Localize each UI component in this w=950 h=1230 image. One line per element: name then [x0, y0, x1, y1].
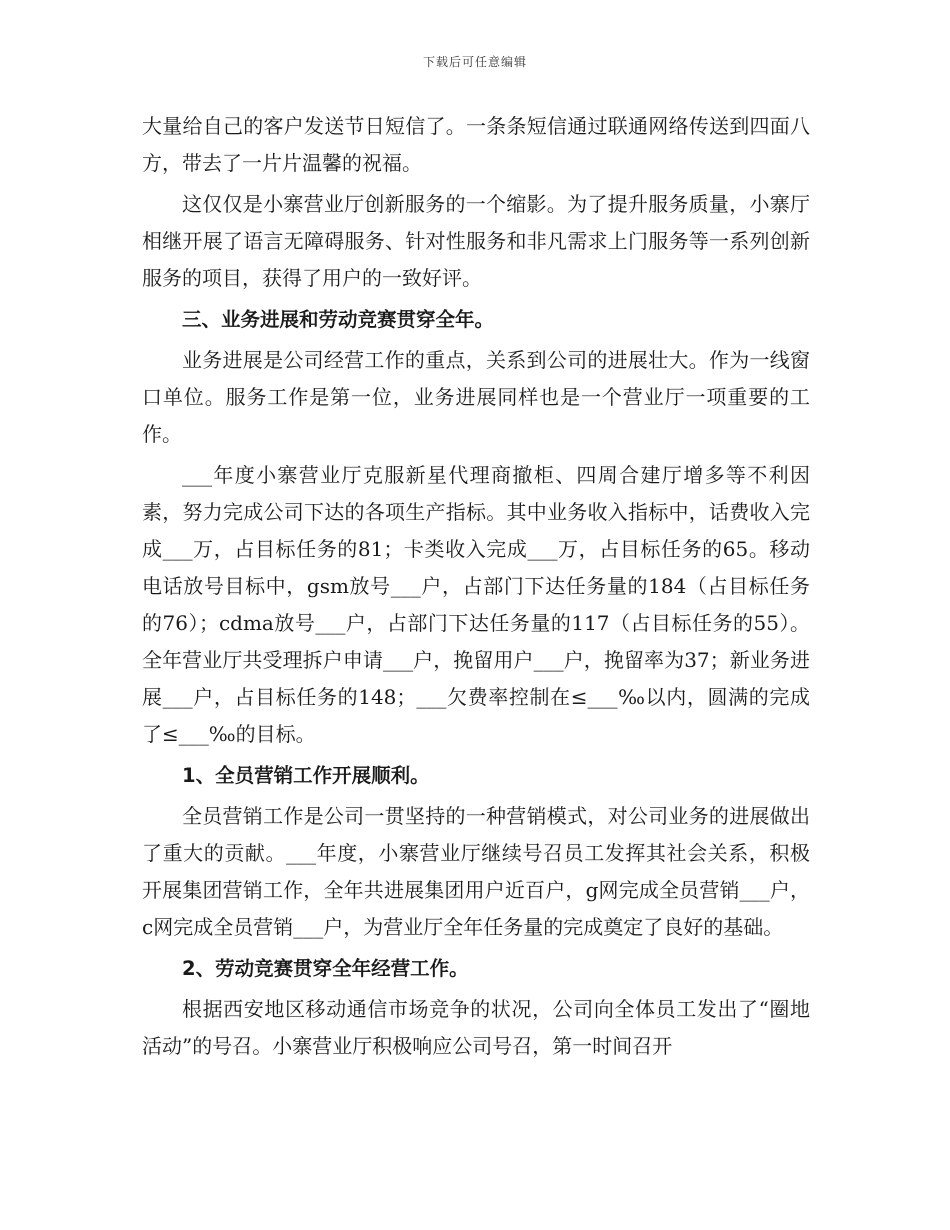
subheading-1: 1、全员营销工作开展顺利。 [182, 764, 430, 787]
paragraph-1: 大量给自己的客户发送节日短信了。一条条短信通过联通网络传送到四面八方，带去了一片片温馨的祝福。 [142, 114, 810, 175]
paragraph-4: 业务进展是公司经营工作的重点，关系到公司的进展壮大。作为一线窗口单位。服务工作是第一位，业务进展同样也是一个营业厅一项重要的工作。 [142, 348, 810, 446]
section-heading-3: 三、业务进展和劳动竞赛贯穿全年。 [182, 308, 495, 331]
paragraph-6: 全员营销工作是公司一贯坚持的一种营销模式，对公司业务的进展做出了重大的贡献。___年度，小寨营业厅继续号召员工发挥其社会关系，积极开展集团营销工作，全年共进展集团用户近百户，g网完成全员营销___户，c网完成全员营销___户，为营业厅全年任务量的完成奠定了良好的基础。 [142, 804, 810, 939]
subheading-2: 2、劳动竞赛贯穿全年经营工作。 [182, 957, 469, 980]
paragraph-7: 根据西安地区移动通信市场竞争的状况，公司向全体员工发出了“圈地活动”的号召。小寨营业厅积极响应公司号召，第一时间召开 [142, 997, 810, 1058]
paragraph-5: ___年度小寨营业厅克服新星代理商撤柜、四周合建厅增多等不利因素，努力完成公司下达的各项生产指标。其中业务收入指标中，话费收入完成___万，占目标任务的81；卡类收入完成___万，占目标任务的65。移动电话放号目标中，gsm放号___户，占部门下达任务量的184（占目标任务的76）；cdma放号___户，占部门下达任务量的117（占目标任务的55）。全年营业厅共受理拆户申请___户，挽留用户___户，挽留率为37；新业务进展___户，占目标任务的148；___欠费率控制在≤___‰以内，圆满的完成了≤___‰的目标。 [142, 463, 810, 746]
paragraph-2: 这仅仅是小寨营业厅创新服务的一个缩影。为了提升服务质量，小寨厅相继开展了语言无障碍服务、针对性服务和非凡需求上门服务等一系列创新服务的项目，获得了用户的一致好评。 [142, 192, 810, 290]
page-header: 下载后可任意编辑 [422, 55, 527, 69]
document-body [142, 108, 810, 1065]
